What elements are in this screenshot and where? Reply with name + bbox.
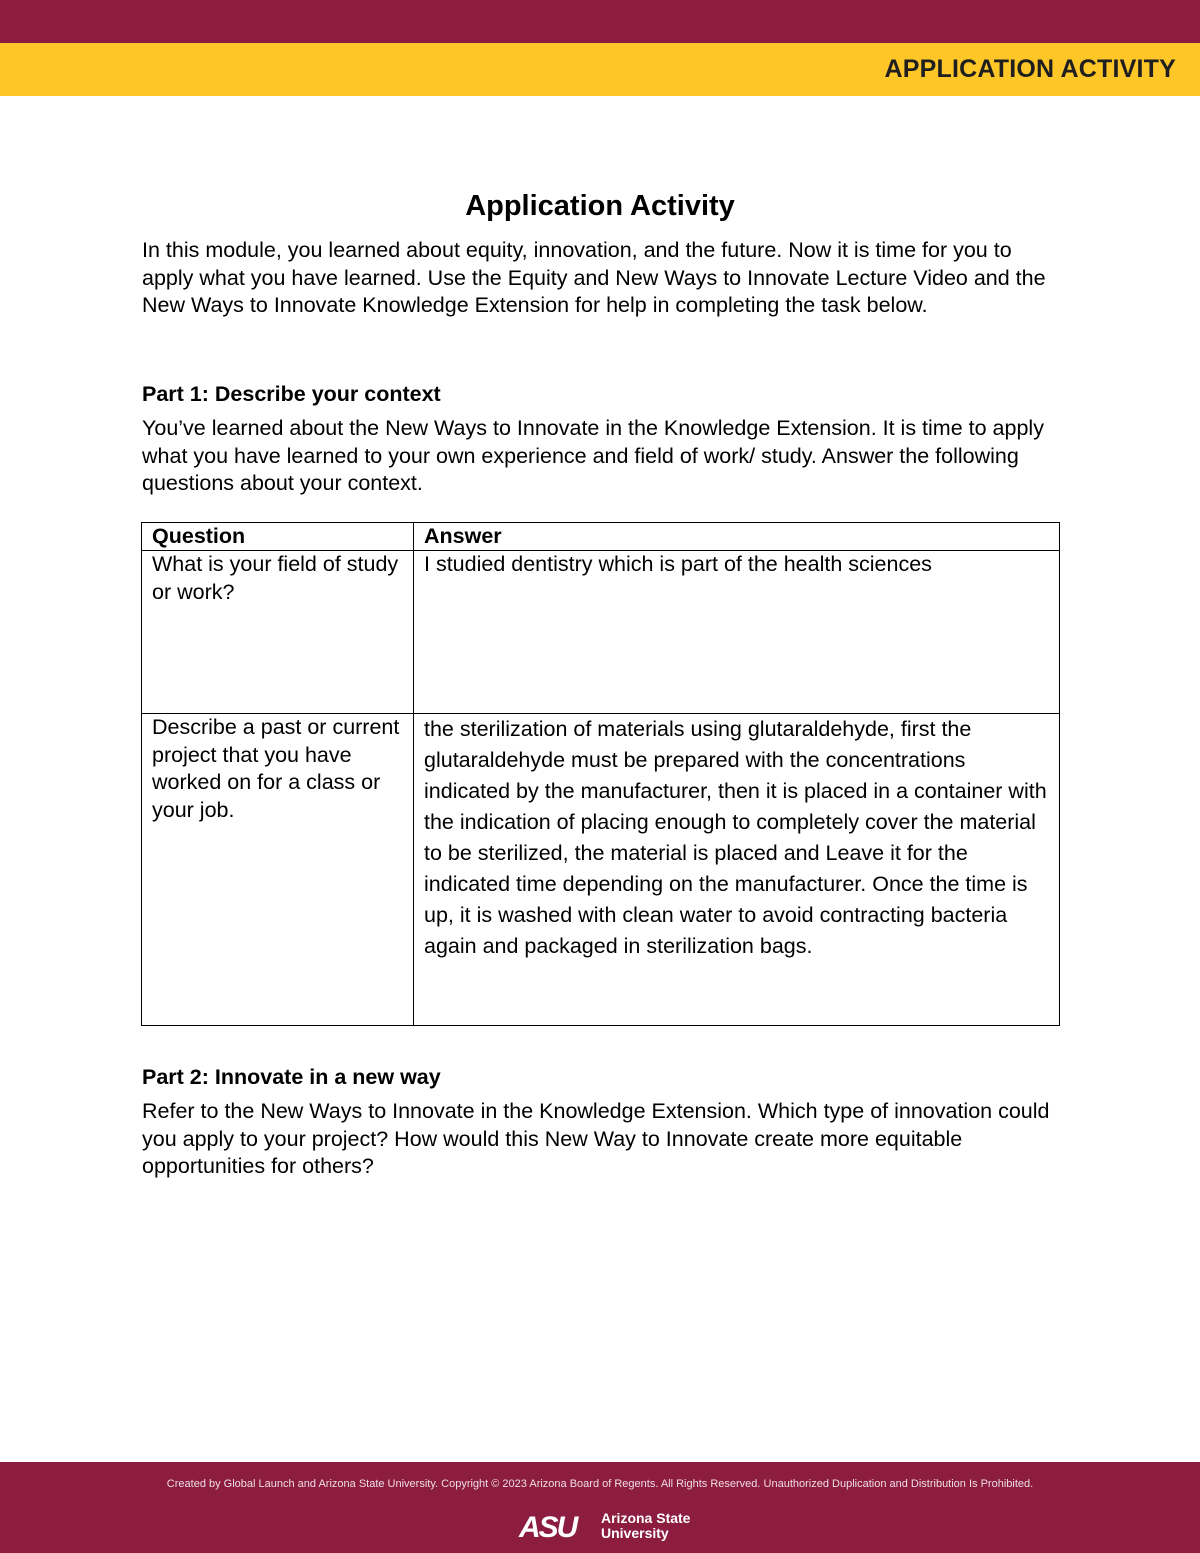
part2-heading: Part 2: Innovate in a new way bbox=[142, 1065, 441, 1089]
question-cell: Describe a past or current project that you have worked on for a class or your job. bbox=[142, 714, 414, 1026]
asu-logo-mark: ASU bbox=[519, 1511, 577, 1544]
context-table bbox=[141, 522, 1060, 1026]
answer-cell[interactable]: I studied dentistry which is part of the health sciences bbox=[414, 551, 1060, 714]
header-label: APPLICATION ACTIVITY bbox=[884, 55, 1176, 83]
page-title: Application Activity bbox=[465, 190, 735, 222]
asu-logo-line1: Arizona State bbox=[601, 1510, 691, 1526]
asu-logo-name bbox=[601, 1511, 690, 1541]
intro-paragraph: In this module, you learned about equity, innovation, and the future. Now it is time for you to apply what you have learned. Use the Equity and New Ways to Innovate Lecture Video and the New Ways to Innovate Knowledge Extension for help in completing the task below. bbox=[142, 238, 1046, 317]
footer-band bbox=[0, 1462, 1200, 1553]
question-cell: What is your field of study or work? bbox=[142, 551, 414, 714]
table-row bbox=[142, 714, 1060, 1026]
table-row bbox=[142, 551, 1060, 714]
footer-copyright: Created by Global Launch and Arizona State University. Copyright © 2023 Arizona Board of Regents. All Rights Reserved. Unauthorized Duplication and Distribution Is Prohibited. bbox=[166, 1478, 1034, 1490]
part1-body: You’ve learned about the New Ways to Innovate in the Knowledge Extension. It is time to apply what you have learned to your own experience and field of work/ study. Answer the following questions about your context. bbox=[142, 416, 1044, 495]
answer-cell[interactable]: the sterilization of materials using glutaraldehyde, first the glutaraldehyde must be prepared with the concentrations indicated by the manufacturer, then it is placed in a container with the indication of placing enough to completely cover the material to be sterilized, the material is placed and Leave it for the indicated time depending on the manufacturer. Once the time is up, it is washed with clean water to avoid contracting bacteria again and packaged in sterilization bags. bbox=[414, 714, 1060, 1026]
top-maroon-band bbox=[0, 0, 1200, 43]
table-header-row bbox=[142, 523, 1060, 551]
part1-heading: Part 1: Describe your context bbox=[142, 382, 441, 406]
asu-logo-line2: University bbox=[601, 1525, 669, 1541]
part2-body: Refer to the New Ways to Innovate in the Knowledge Extension. Which type of innovation could you apply to your project? How would this New Way to Innovate create more equitable opportunities for others? bbox=[142, 1099, 1050, 1178]
table-header-question: Question bbox=[142, 523, 414, 551]
table-header-answer: Answer bbox=[414, 523, 1060, 551]
